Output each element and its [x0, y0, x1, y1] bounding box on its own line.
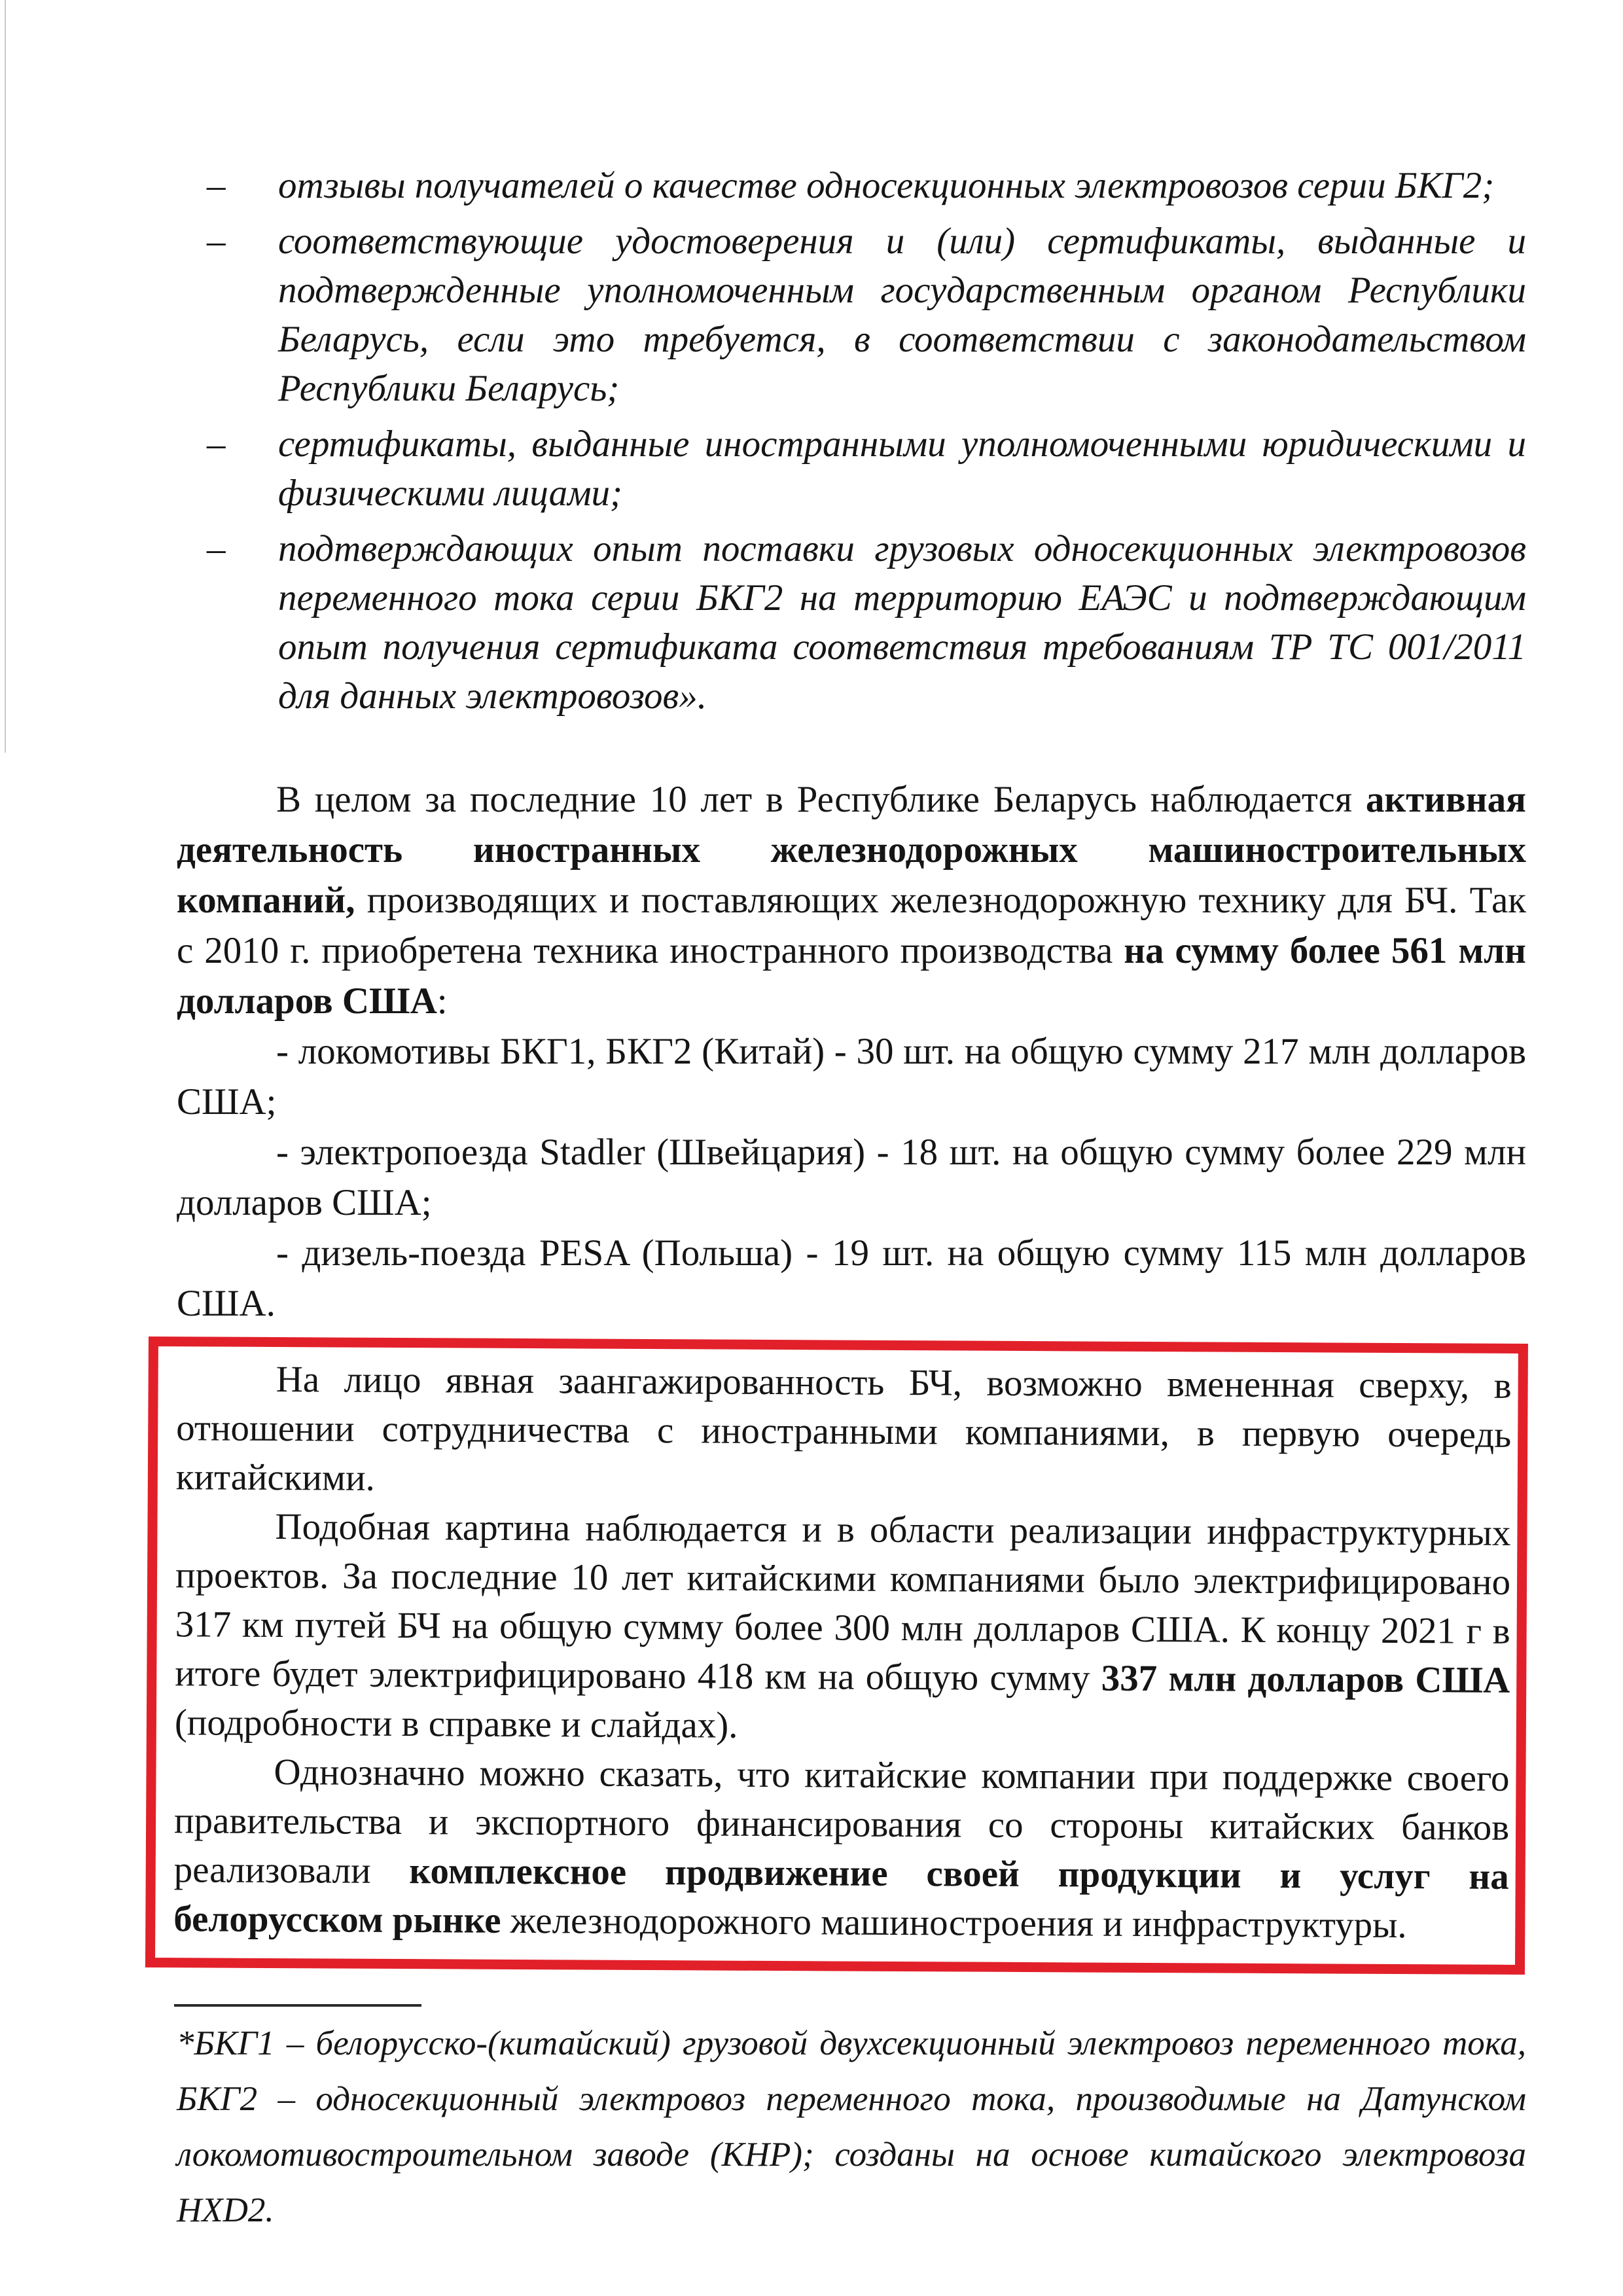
- bullet-item: [177, 161, 1526, 210]
- document-content: [173, 161, 1526, 2238]
- bullet-item: [177, 420, 1526, 518]
- highlight-box: [145, 1336, 1528, 1975]
- text-run: 337 млн долларов США: [1101, 1657, 1510, 1701]
- highlighted-paragraph: [175, 1501, 1511, 1754]
- text-run: В целом за последние 10 лет в Республике Беларусь наблюдается: [276, 779, 1366, 820]
- body-paragraphs: [177, 774, 1526, 1329]
- bullet-marker: –: [207, 423, 226, 465]
- text-run: Однозначно можно сказать, что китайские компании при поддержке своего правительства и экспортного финансирования со стороны китайских банков реализовали: [173, 1751, 1510, 1892]
- text-run: на сумму более 561 млн долларов США: [177, 930, 1526, 1022]
- text-run: (подробности в справке и слайдах).: [174, 1702, 738, 1746]
- text-run: комплексное продвижение своей продукции и услуг на белорусском рынке: [173, 1850, 1509, 1941]
- text-run: подтверждающих опыт поставки грузовых односекционных электровозов переменного тока серии БКГ2 на территорию ЕАЭС и подтверждающим опыт получения сертификата соответствия требованиям ТР ТС 001/2011 для данных электровозов».: [278, 528, 1526, 717]
- highlighted-paragraph: [173, 1747, 1510, 1950]
- paragraph: [177, 1228, 1526, 1329]
- text-run: - дизель-поезда PESA (Польша) - 19 шт. на общую сумму 115 млн долларов США.: [177, 1232, 1526, 1324]
- bullet-item: [177, 524, 1526, 721]
- bullet-list: [177, 161, 1526, 721]
- text-run: :: [437, 980, 448, 1022]
- text-run: соответствующие удостоверения и (или) сертификаты, выданные и подтвержденные уполномоченным государственным органом Республики Беларусь, если это требуется, в соответствии с законодательством Республики Беларусь;: [278, 221, 1526, 409]
- text-run: железнодорожного машиностроения и инфраструктуры.: [501, 1899, 1407, 1946]
- text-run: сертификаты, выданные иностранными уполномоченными юридическими и физическими лицами;: [278, 423, 1526, 514]
- paragraph: [177, 1127, 1526, 1228]
- bullet-marker: –: [207, 221, 226, 262]
- text-run: На лицо явная заангажированность БЧ, возможно вмененная сверху, в отношении сотрудничества с иностранными компаниями, в первую очередь китайскими.: [175, 1359, 1512, 1499]
- bullet-marker: –: [207, 165, 226, 206]
- text-run: отзывы получателей о качестве односекционных электровозов серии БКГ2;: [278, 165, 1495, 206]
- paragraph: [177, 774, 1526, 1026]
- scan-artifact-line: [5, 0, 6, 753]
- text-run: Подобная картина наблюдается и в области реализации инфраструктурных проектов. За последние 10 лет китайскими компаниями было электрифицировано 317 км путей БЧ на общую сумму более 300 млн долларов США. К концу 2021 г в итоге будет электрифицировано 418 км на общую сумму: [175, 1506, 1511, 1699]
- text-run: активная деятельность иностранных железнодорожных машиностроительных компаний,: [177, 779, 1526, 921]
- text-run: - электропоезда Stadler (Швейцария) - 18 шт. на общую сумму более 229 млн долларов США;: [177, 1132, 1526, 1223]
- highlighted-paragraph: [176, 1354, 1512, 1509]
- bullet-marker: –: [207, 528, 226, 569]
- paragraph: [177, 1026, 1526, 1127]
- bullet-item: [177, 217, 1526, 413]
- footnote-separator: [174, 2004, 421, 2007]
- text-run: производящих и поставляющих железнодорожную технику для БЧ. Так с 2010 г. приобретена техника иностранного производства: [177, 880, 1526, 971]
- footnote: [177, 2016, 1526, 2238]
- text-run: - локомотивы БКГ1, БКГ2 (Китай) - 30 шт. на общую сумму 217 млн долларов США;: [177, 1031, 1526, 1122]
- text-run: *БКГ1 – белорусско-(китайский) грузовой двухсекционный электровоз переменного тока, БКГ2 – односекционный электровоз переменного тока, производимые на Датунском локомотивостроительном заводе (КНР); созданы на основе китайского электровоза HXD2.: [177, 2024, 1526, 2229]
